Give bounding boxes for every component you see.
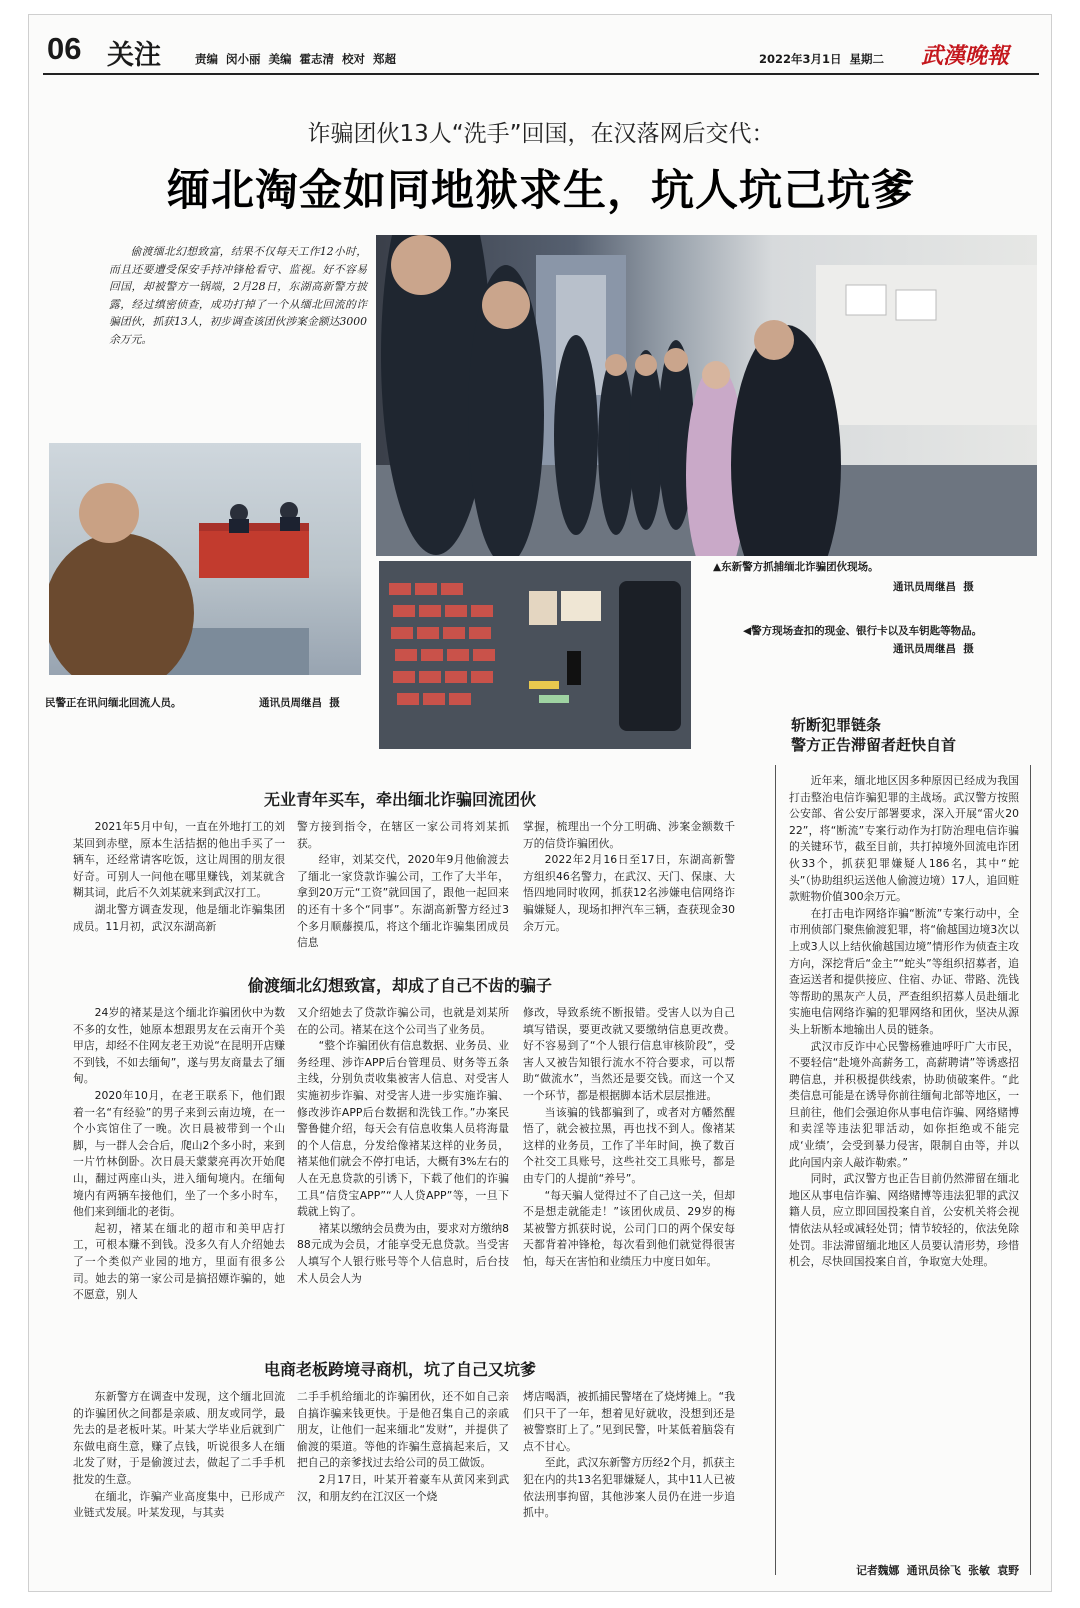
section3-title: 电商老板跨境寻商机，坑了自己又坑爹 — [263, 1360, 536, 1379]
page-header — [43, 29, 1039, 75]
sidebar-paragraph: 武汉市反诈中心民警杨雅迪呼吁广大市民，不要轻信“赴境外高薪务工，高薪聘请”等诱惑招聘信息，并积极提供线索，协助侦破案件。“此类信息可能是在诱导你前往缅甸北部等地区，一旦前往，他们会强迫你从事电信诈骗、网络赌博和卖淫等违法犯罪活动，如你拒绝或不能完成‘业绩’，会受到暴力侵害，限制自由等，并以此向国内亲人敲诈勒索。” — [789, 1039, 1019, 1169]
section2-col2 — [297, 1005, 509, 1339]
page-number: 06 — [47, 31, 82, 66]
section2-paragraph: 起初，褚某在缅北的超市和美甲店打工，可根本赚不到钱。没多久有人介绍她去了一个类似产业园的地方，里面有很多公司。她去的第一家公司是搞招嫖诈骗的，她不愿意，别人 — [73, 1221, 285, 1302]
lead-paragraph — [109, 243, 367, 348]
sidebar-title — [791, 715, 1021, 755]
interrogation-illustration — [49, 443, 361, 675]
section1-paragraph: 掌握，梳理出一个分工明确、涉案金额数千万的信贷诈骗团伙。 — [523, 820, 735, 850]
sidebar-byline: 记者魏娜 通讯员徐飞 张敏 袁野 — [856, 1564, 1019, 1577]
section1-paragraph: 警方接到指令，在辖区一家公司将刘某抓获。 — [297, 820, 509, 850]
arrest-scene-illustration — [376, 235, 1037, 556]
section3-paragraph: 在缅北，诈骗产业高度集中，已形成产业链式发展。叶某发现，与其卖 — [73, 1489, 285, 1520]
section1-paragraph: 湖北警方调查发现，他是缅北诈骗集团成员。11月初，武汉东湖高新 — [73, 902, 285, 933]
sidebar-paragraph: 同时，武汉警方也正告目前仍然滞留在缅北地区从事电信诈骗、网络赌博等违法犯罪的武汉籍人员，应立即回国投案自首，公安机关将会视情依法从轻或减轻处罚；情节较轻的，依法免除处罚。非法滞留缅北地区人员要认清形势，珍惜机会，尽快回国投案自首，争取宽大处理。 — [789, 1172, 1019, 1269]
arrest-scene-photo — [376, 235, 1037, 556]
editor-credits: 责编 闵小丽 美编 霍志清 校对 郑超 — [195, 52, 397, 66]
section2-paragraph: 褚某以缴纳会员费为由，要求对方缴纳888元成为会员，才能享受无息贷款。当受害人填写个人银行账号等个人信息时，后台技术人员会人为 — [297, 1221, 509, 1285]
section2-paragraph: 24岁的褚某是这个缅北诈骗团伙中为数不多的女性，她原本想跟男友在云南开个美甲店，却经不住网友老王劝说“在昆明开店赚不到钱，不如去缅甸”，遂与男友商量去了缅甸。 — [73, 1006, 285, 1086]
section1-col2 — [297, 819, 509, 955]
sidebar-body — [789, 773, 1019, 1553]
section-name: 关注 — [107, 40, 161, 71]
section2-paragraph: “每天骗人觉得过不了自己这一关，但却不是想走就能走！”该团伙成员、29岁的梅某被警方抓获时说，公司门口的两个保安每天都背着冲锋枪，每次看到他们就觉得很害怕，每天在害怕和业绩压力中度日如年。 — [523, 1188, 735, 1268]
sidebar-title-line2: 警方正告滞留者赶快自首 — [791, 736, 957, 754]
section1-paragraph: 经审，刘某交代，2020年9月他偷渡去了缅北一家贷款诈骗公司，工作了大半年，拿到20万元“工资”就回国了，跟他一起回来的还有十多个“同事”。东湖高新警方经过3个多月顺藤摸瓜，将这个缅北诈骗集团成员信息 — [297, 853, 509, 950]
section2-col1 — [73, 1005, 285, 1339]
paper-logo: 武漢晚報 — [921, 43, 1010, 69]
section1-paragraph: 2021年5月中旬，一直在外地打工的刘某回到赤壁，原本生活拮据的他出手买了一辆车，还经常请客吃饭，这让周围的朋友很好奇。可别人一问他在哪里赚钱，刘某就含糊其词，此后不久刘某就来到武汉打工。 — [73, 820, 285, 900]
section2-paragraph: “整个诈骗团伙有信息数据、业务员、业务经理、涉诈APP后台管理员、财务等五条主线，分别负责收集被害人信息、对受害人实施初步诈骗、对受害人进一步实施诈骗、修改涉诈APP后台数据和洗钱工作。”办案民警鲁健介绍，每天会有信息收集人员将海量的个人信息，分发给像褚某这样的业务员，褚某他们就会不停打电话，大概有3%左右的人在无息贷款的引诱下，下载了他们的诈骗工具“信贷宝APP”“人人贷APP”等，一旦下载就上钩了。 — [297, 1039, 509, 1219]
sidebar-paragraph: 近年来，缅北地区因多种原因已经成为我国打击整治电信诈骗犯罪的主战场。武汉警方按照公安部、省公安厅部署要求，深入开展“雷火2022”，将“断流”专案行动作为打防治理电信诈骗的关键环节，截至目前，共打掉境外回流电诈团伙33个，抓获犯罪嫌疑人186名，其中“蛇头”（协助组织运送他人偷渡边境）17人，追回赃款赃物价值300余万元。 — [789, 774, 1019, 904]
section1-col3 — [523, 819, 735, 955]
money-photo-credit: 通讯员周继昌 摄 — [893, 643, 974, 655]
sidebar-title-line1: 斩断犯罪链条 — [791, 716, 882, 734]
money-photo-caption: ◀警方现场查扣的现金、银行卡以及车钥匙等物品。 — [743, 625, 983, 637]
section3-col1 — [73, 1389, 285, 1579]
lead-text: 偷渡缅北幻想致富，结果不仅每天工作12小时，而且还要遭受保安手持冲锋枪看守、监视。好不容易回国，却被警方一锅端，2月28日，东湖高新警方披露，经过缜密侦查，成功打掉了一个从缅北回流的诈骗团伙，抓获13人，初步调查该团伙涉案金额达3000余万元。 — [109, 245, 367, 346]
section3-paragraph: 至此，武汉东新警方历经2个月，抓获主犯在内的共13名犯罪嫌疑人，其中11人已被依法刑事拘留，其他涉案人员仍在进一步追抓中。 — [523, 1456, 735, 1520]
section3-paragraph: 烤店喝酒，被抓捕民警堵在了烧烤摊上。“我们只干了一年，想着见好就收，没想到还是被警察盯上了。”见到民警，叶某低着脑袋有点不甘心。 — [523, 1390, 735, 1453]
main-photo-credit: 通讯员周继昌 摄 — [893, 581, 974, 593]
sidebar-paragraph: 在打击电诈网络诈骗“断流”专案行动中，全市刑侦部门聚焦偷渡犯罪，将“偷越国边境3次以上或3人以上结伙偷越国边境”情形作为侦查主攻方向，深挖背后“金主”“蛇头”等组织招募者，追查运送者和提供接应、住宿、办证、带路、洗钱等帮助的黑灰产人员，严查组织招募人员赴缅北实施电信网络诈骗的犯罪网络和团伙，坚决从源头上斩断本地输出人员的链条。 — [789, 906, 1019, 1036]
section2-col3 — [523, 1005, 735, 1339]
newspaper-page — [28, 14, 1052, 1592]
headline-main: 缅北淘金如同地狱求生，坑人坑己坑爹 — [167, 166, 915, 216]
section3-paragraph: 2月17日，叶某开着豪车从黄冈来到武汉，和朋友约在江汉区一个烧 — [297, 1472, 509, 1503]
issue-date: 2022年3月1日 星期二 — [759, 52, 885, 66]
interview-photo-caption: 民警正在讯问缅北回流人员。 — [45, 697, 182, 709]
section2-title: 偷渡缅北幻想致富，却成了自己不齿的骗子 — [247, 976, 552, 995]
section2-paragraph: 修改，导致系统不断报错。受害人以为自己填写错误，要更改就又要缴纳信息更改费。好不容易到了“个人银行信息审核阶段”，受害人又被告知银行流水不符合要求，可以帮助“做流水”，当然还是要交钱。而这一个又一个环节，都是根据脚本话术层层推进。 — [523, 1006, 735, 1102]
seized-items-illustration — [379, 561, 691, 749]
section3-paragraph: 东新警方在调查中发现，这个缅北回流的诈骗团伙之间都是亲戚、朋友或同学，最先去的是老板叶某。叶某大学毕业后就到广东做电商生意，赚了点钱，听说很多人在缅北发了财，于是偷渡过去，做起了二手手机批发的生意。 — [73, 1390, 285, 1486]
section1-paragraph: 2022年2月16日至17日，东湖高新警方组织46名警力，在武汉、天门、保康、大悟四地同时收网，抓获12名涉嫌电信网络诈骗嫌疑人，现场扣押汽车三辆，查获现金30余万元。 — [523, 853, 735, 933]
section3-paragraph: 二手手机给缅北的诈骗团伙，还不如自己亲自搞诈骗来钱更快。于是他召集自己的亲戚朋友，让他们一起来缅北“发财”，并提供了偷渡的渠道。等他的诈骗生意搞起来后，又把自己的亲爹找过去给公司的员工做饭。 — [297, 1390, 509, 1470]
main-photo-caption: ▲东新警方抓捕缅北诈骗团伙现场。 — [713, 561, 879, 573]
section2-paragraph: 当该骗的钱都骗到了，或者对方幡然醒悟了，就会被拉黑，再也找不到人。像褚某这样的业务员，工作了半年时间，换了数百个社交工具账号，这些社交工具账号，都是由专门的人提前“养号”。 — [523, 1105, 735, 1185]
seized-items-photo — [379, 561, 691, 749]
section3-col2 — [297, 1389, 509, 1579]
interrogation-photo — [49, 443, 361, 675]
headline-kicker: 诈骗团伙13人“洗手”回国，在汉落网后交代： — [307, 121, 775, 147]
section2-paragraph: 2020年10月，在老王联系下，他们跟着一名“有经验”的男子来到云南边境，在一个小宾馆住了一晚。次日晨被带到一个山脚，与一群人会合后，爬山2个多小时，来到一片竹林倒卧。次日晨天蒙蒙亮再次开始爬山，翻过两座山头，进入缅甸境内。在缅甸境内有两辆车接他们，坐了一个多小时车，他们来到缅北的老街。 — [73, 1088, 285, 1219]
section1-title: 无业青年买车，牵出缅北诈骗回流团伙 — [263, 790, 536, 809]
section3-col3 — [523, 1389, 735, 1579]
section1-col1 — [73, 819, 285, 955]
section2-paragraph: 又介绍她去了贷款诈骗公司，也就是刘某所在的公司。褚某在这个公司当了业务员。 — [297, 1006, 509, 1036]
interview-photo-credit: 通讯员周继昌 摄 — [259, 697, 340, 709]
